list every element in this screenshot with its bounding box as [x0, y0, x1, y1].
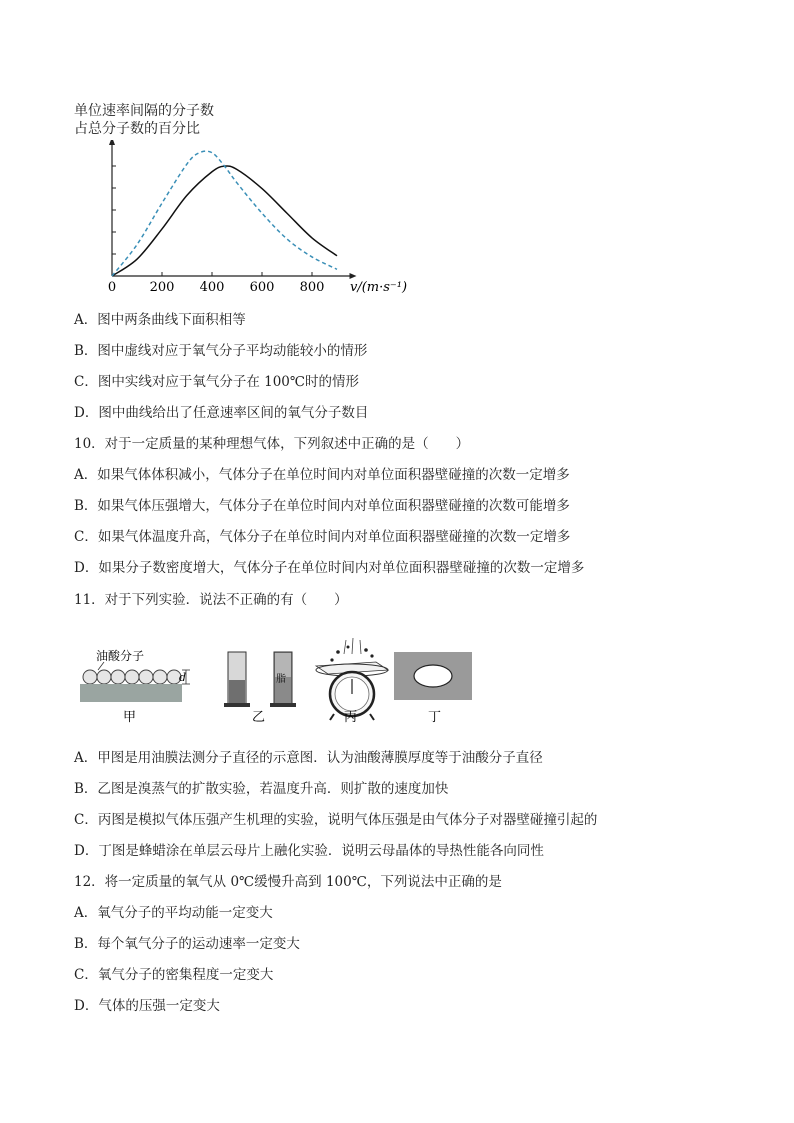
q9-option-c: C．图中实线对应于氧气分子在 100℃时的情形: [74, 374, 359, 390]
q12-stem: 12．将一定质量的氧气从 0℃缓慢升高到 100℃，下列说法中正确的是: [74, 874, 502, 890]
y-axis-arrow: [109, 140, 115, 145]
speed-distribution-chart: [92, 140, 422, 300]
figure-ding-label: 丁: [428, 710, 442, 725]
q10-option-b: B．如果气体压强增大，气体分子在单位时间内对单位面积器壁碰撞的次数可能增多: [74, 498, 570, 514]
x-axis-arrow: [350, 273, 357, 279]
q10-stem: 10．对于一定质量的某种理想气体，下列叙述中正确的是（ ）: [74, 436, 470, 452]
oleic-molecule-label: 油酸分子: [96, 649, 145, 663]
q11-option-a: A．甲图是用油膜法测分子直径的示意图．认为油酸薄膜厚度等于油酸分子直径: [74, 750, 543, 766]
x-tick-label: 800: [299, 280, 325, 295]
q9-option-b: B．图中虚线对应于氧气分子平均动能较小的情形: [74, 343, 368, 359]
q12-option-c: C．氧气分子的密集程度一定变大: [74, 967, 274, 983]
solid-curve: [112, 166, 337, 276]
figure-yi: [224, 652, 296, 725]
q11-option-b: B．乙图是溴蒸气的扩散实验，若温度升高．则扩散的速度加快: [74, 781, 449, 797]
q10-option-c: C．如果气体温度升高，气体分子在单位时间内对单位面积器壁碰撞的次数一定增多: [74, 529, 571, 545]
dashed-curve: [112, 151, 337, 276]
q9-option-a: A．图中两条曲线下面积相等: [74, 312, 246, 328]
figure-bing: [316, 638, 388, 725]
figure-bing-label: 丙: [344, 710, 358, 725]
q10-option-d: D．如果分子数密度增大，气体分子在单位时间内对单位面积器壁碰撞的次数一定增多: [74, 560, 585, 576]
figure-jia-label: 甲: [123, 710, 137, 725]
x-tick-label: 600: [249, 280, 275, 295]
figure-ding: [394, 652, 472, 725]
q11-figures: [76, 632, 486, 728]
chart-title-line-2: 占总分子数的百分比: [74, 121, 200, 137]
figure-jia: [80, 648, 190, 725]
diameter-d-label: d: [179, 671, 187, 684]
yi-tube-text: 脂: [276, 674, 286, 685]
q11-stem: 11．对于下列实验．说法不正确的有（ ）: [74, 592, 348, 608]
q10-option-a: A．如果气体体积减小，气体分子在单位时间内对单位面积器壁碰撞的次数一定增多: [74, 467, 570, 483]
q12-option-a: A．氧气分子的平均动能一定变大: [74, 905, 273, 921]
q11-option-c: C．丙图是模拟气体压强产生机理的实验，说明气体压强是由气体分子对器壁碰撞引起的: [74, 812, 598, 828]
chart-series: [112, 151, 337, 276]
x-axis-label: v/(m·s⁻¹): [350, 280, 408, 295]
figure-yi-label: 乙: [252, 710, 266, 725]
q9-option-d: D．图中曲线给出了任意速率区间的氧气分子数目: [74, 405, 369, 421]
x-tick-label: 0: [107, 280, 117, 295]
q12-option-b: B．每个氧气分子的运动速率一定变大: [74, 936, 300, 952]
x-tick-label: 400: [199, 280, 225, 295]
q12-option-d: D．气体的压强一定变大: [74, 998, 220, 1014]
x-tick-label: 200: [149, 280, 175, 295]
chart-axes: [109, 140, 357, 279]
chart-title-line-1: 单位速率间隔的分子数: [74, 103, 214, 119]
q11-option-d: D．丁图是蜂蜡涂在单层云母片上融化实验．说明云母晶体的导热性能各向同性: [74, 843, 544, 859]
